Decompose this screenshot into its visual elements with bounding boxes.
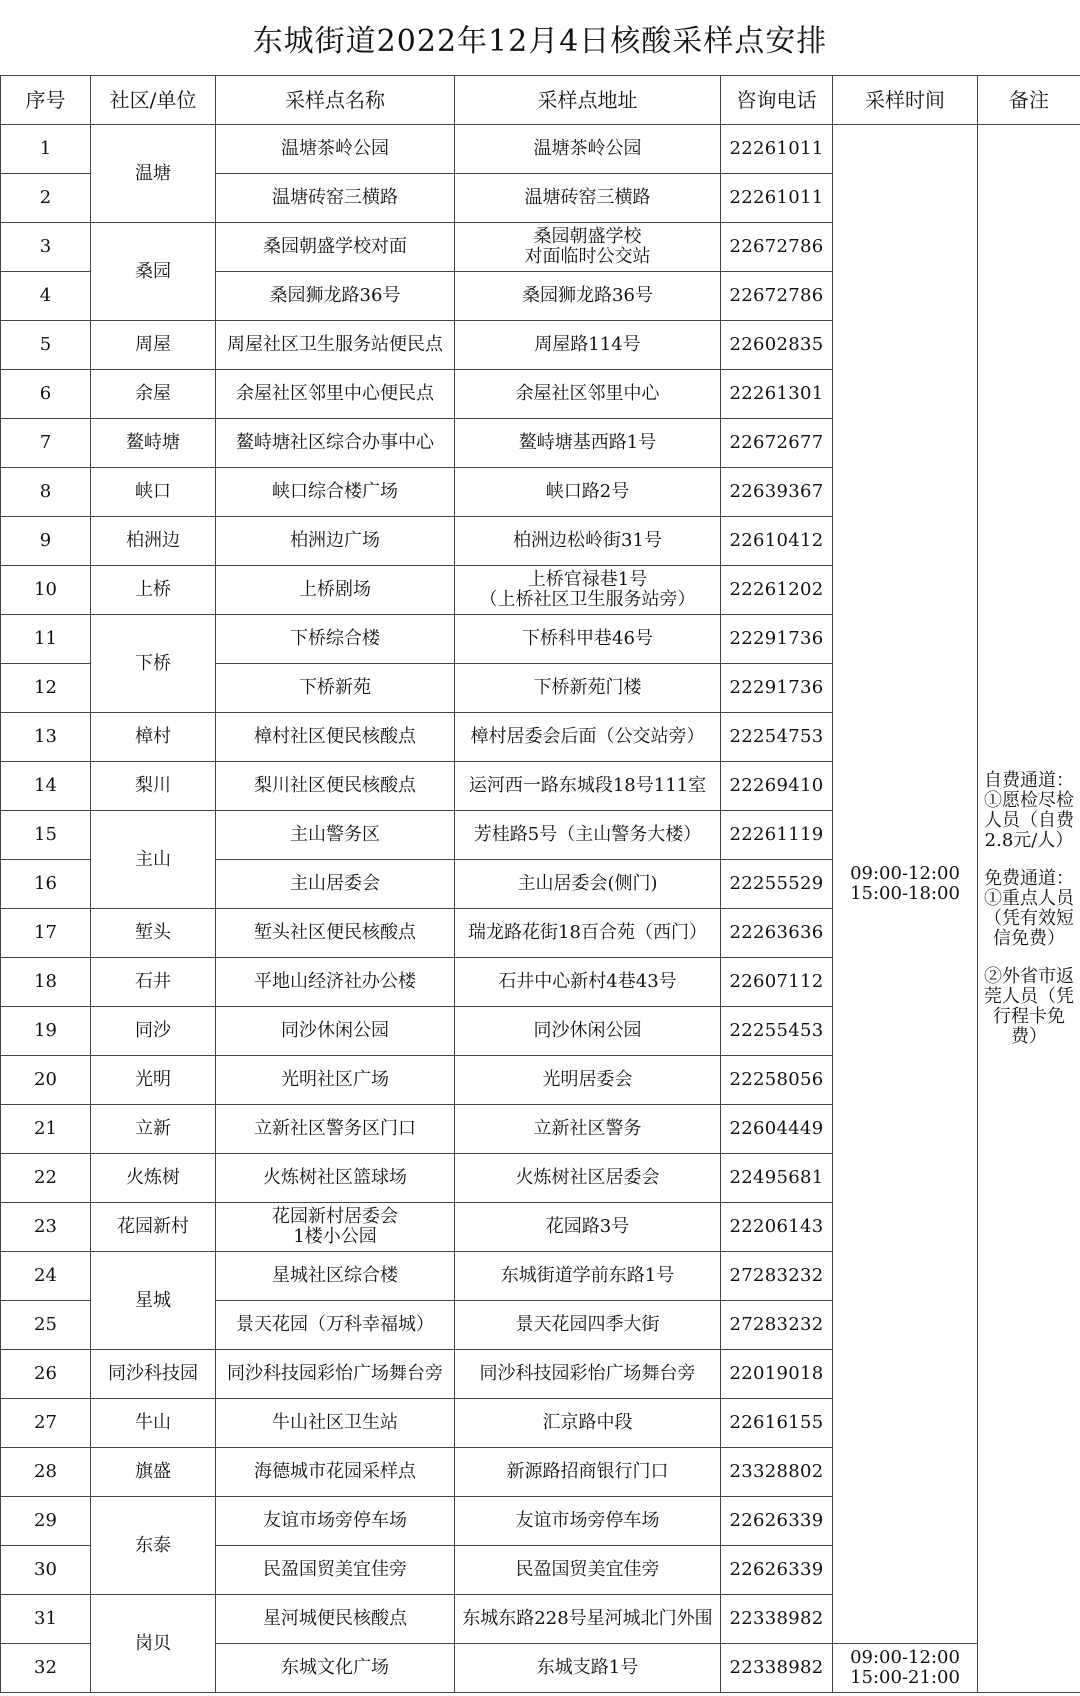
address-line: 樟村居委会后面（公交站旁）: [470, 726, 705, 747]
time-line: 09:00-12:00: [850, 863, 960, 884]
row-phone: 22206143: [721, 1203, 833, 1252]
row-site-name: [216, 419, 455, 468]
row-site-name: [216, 468, 455, 517]
row-phone: 22291736: [721, 664, 833, 713]
row-phone: 22495681: [721, 1154, 833, 1203]
address-line: 下桥新苑门楼: [533, 677, 642, 698]
row-seq: 12: [1, 664, 91, 713]
row-community: 樟村: [91, 713, 216, 762]
site-name-line: 柏洲边广场: [290, 530, 380, 551]
row-site-address: [455, 664, 721, 713]
row-community: 峡口: [91, 468, 216, 517]
row-site-address: [455, 1644, 721, 1693]
row-phone: 22261301: [721, 370, 833, 419]
row-site-address: [455, 762, 721, 811]
site-name-line: 平地山经济社办公楼: [254, 971, 416, 992]
row-site-name: [216, 370, 455, 419]
row-site-name: [216, 174, 455, 223]
row-community: 花园新村: [91, 1203, 216, 1252]
row-seq: 25: [1, 1301, 91, 1350]
row-phone: 22604449: [721, 1105, 833, 1154]
row-site-address: [455, 1105, 721, 1154]
row-community: 东泰: [91, 1497, 216, 1595]
note-line: （凭有效短: [984, 907, 1074, 929]
row-site-address: [455, 1007, 721, 1056]
site-name-line: 上桥剧场: [299, 579, 371, 600]
row-phone: 22261011: [721, 125, 833, 174]
row-phone: 22258056: [721, 1056, 833, 1105]
row-site-address: [455, 1301, 721, 1350]
address-line: 对面临时公交站: [524, 246, 651, 267]
row-seq: 6: [1, 370, 91, 419]
row-community: 温塘: [91, 125, 216, 223]
address-line: 下桥科甲巷46号: [522, 628, 653, 649]
address-line: 周屋路114号: [534, 334, 641, 355]
row-site-address: [455, 909, 721, 958]
header-notes: 备注: [978, 76, 1080, 125]
row-seq: 4: [1, 272, 91, 321]
row-site-address: [455, 321, 721, 370]
row-site-address: [455, 1154, 721, 1203]
row-site-name: [216, 517, 455, 566]
row-sampling-time: [833, 1644, 978, 1693]
address-line: （上桥社区卫生服务站旁）: [479, 589, 696, 610]
row-site-name: [216, 1203, 455, 1252]
site-name-line: 下桥综合楼: [290, 628, 380, 649]
row-seq: 28: [1, 1448, 91, 1497]
address-line: 温塘砖窑三横路: [524, 187, 651, 208]
site-name-line: 峡口综合楼广场: [272, 481, 398, 502]
address-line: 运河西一路东城段18号111室: [468, 775, 707, 796]
row-site-address: [455, 615, 721, 664]
site-name-line: 温塘茶岭公园: [281, 138, 389, 159]
header-seq: 序号: [1, 76, 91, 125]
row-site-address: [455, 1448, 721, 1497]
row-site-address: [455, 468, 721, 517]
row-phone: 22255529: [721, 860, 833, 909]
site-name-line: 主山居委会: [290, 873, 380, 894]
header-site-name: 采样点名称: [216, 76, 455, 125]
header-row: [1, 76, 1080, 125]
site-name-line: 周屋社区卫生服务站便民点: [227, 334, 443, 355]
row-seq: 14: [1, 762, 91, 811]
row-community: 主山: [91, 811, 216, 909]
row-community: 梨川: [91, 762, 216, 811]
address-line: 上桥官禄巷1号: [527, 569, 648, 590]
site-name-line: 民盈国贸美宜佳旁: [263, 1559, 407, 1580]
row-site-address: [455, 1546, 721, 1595]
row-phone: 22602835: [721, 321, 833, 370]
note-line: ①重点人员: [984, 887, 1074, 909]
row-community: 鳌峙塘: [91, 419, 216, 468]
row-phone: 23328802: [721, 1448, 833, 1497]
row-seq: 13: [1, 713, 91, 762]
row-phone: 22255453: [721, 1007, 833, 1056]
row-seq: 1: [1, 125, 91, 174]
site-name-line: 星城社区综合楼: [272, 1265, 398, 1286]
row-community: 桑园: [91, 223, 216, 321]
row-site-name: [216, 1105, 455, 1154]
address-line: 桑园狮龙路36号: [522, 285, 653, 306]
row-seq: 11: [1, 615, 91, 664]
row-community: 同沙: [91, 1007, 216, 1056]
row-site-address: [455, 1350, 721, 1399]
site-name-line: 桑园朝盛学校对面: [263, 236, 407, 257]
row-seq: 27: [1, 1399, 91, 1448]
row-community: 余屋: [91, 370, 216, 419]
row-phone: 22269410: [721, 762, 833, 811]
row-seq: 16: [1, 860, 91, 909]
site-name-line: 同沙休闲公园: [281, 1020, 389, 1041]
site-name-line: 立新社区警务区门口: [254, 1118, 416, 1139]
row-seq: 31: [1, 1595, 91, 1644]
note-line: ①愿检尽检: [984, 789, 1074, 811]
row-community: 光明: [91, 1056, 216, 1105]
note-line: 费）: [1011, 1025, 1047, 1047]
row-seq: 21: [1, 1105, 91, 1154]
row-phone: 22261011: [721, 174, 833, 223]
row-phone: 22626339: [721, 1497, 833, 1546]
row-site-name: [216, 811, 455, 860]
row-site-name: [216, 272, 455, 321]
site-name-line: 梨川社区便民核酸点: [254, 775, 416, 796]
row-seq: 22: [1, 1154, 91, 1203]
row-phone: 22616155: [721, 1399, 833, 1448]
site-name-line: 余屋社区邻里中心便民点: [236, 383, 434, 404]
row-seq: 26: [1, 1350, 91, 1399]
row-site-name: [216, 1595, 455, 1644]
row-phone: 22672677: [721, 419, 833, 468]
note-line: 行程卡免: [993, 1005, 1065, 1027]
address-line: 汇京路中段: [542, 1412, 633, 1433]
address-line: 东城街道学前东路1号: [500, 1265, 675, 1286]
site-name-line: 下桥新苑: [299, 677, 371, 698]
row-site-name: [216, 1644, 455, 1693]
row-site-address: [455, 1056, 721, 1105]
address-line: 火炼树社区居委会: [515, 1167, 660, 1188]
row-sampling-time: [833, 125, 978, 1644]
header-time: 采样时间: [833, 76, 978, 125]
row-site-address: [455, 811, 721, 860]
note-free: [978, 869, 1080, 949]
row-site-name: [216, 1546, 455, 1595]
note-line: 2.8元/人）: [984, 829, 1074, 851]
row-phone: 22254753: [721, 713, 833, 762]
address-line: 峡口路2号: [545, 481, 630, 502]
row-community: 柏洲边: [91, 517, 216, 566]
row-community: 牛山: [91, 1399, 216, 1448]
row-community: 岗贝: [91, 1595, 216, 1693]
row-seq: 15: [1, 811, 91, 860]
address-line: 新源路招商银行门口: [506, 1461, 669, 1482]
site-name-line: 火炼树社区篮球场: [263, 1167, 407, 1188]
row-seq: 24: [1, 1252, 91, 1301]
row-phone: 22019018: [721, 1350, 833, 1399]
row-site-address: [455, 713, 721, 762]
row-seq: 2: [1, 174, 91, 223]
table-header: [1, 76, 1080, 125]
row-phone: 27283232: [721, 1301, 833, 1350]
note-line: 莞人员（凭: [984, 985, 1074, 1007]
sampling-sites-table: [0, 75, 1080, 1693]
row-site-name: [216, 1497, 455, 1546]
row-site-name: [216, 1252, 455, 1301]
address-line: 同沙科技园彩怡广场舞台旁: [479, 1363, 696, 1384]
row-site-address: [455, 1203, 721, 1252]
row-seq: 20: [1, 1056, 91, 1105]
row-phone: 22338982: [721, 1595, 833, 1644]
row-site-name: [216, 958, 455, 1007]
address-line: 余屋社区邻里中心: [515, 383, 660, 404]
row-seq: 10: [1, 566, 91, 615]
address-line: 柏洲边松岭街31号: [513, 530, 662, 551]
row-site-name: [216, 125, 455, 174]
row-community: 下桥: [91, 615, 216, 713]
site-name-line: 牛山社区卫生站: [272, 1412, 398, 1433]
header-community: 社区/单位: [91, 76, 216, 125]
site-name-line: 光明社区广场: [281, 1069, 389, 1090]
row-phone: 22291736: [721, 615, 833, 664]
row-site-name: [216, 223, 455, 272]
note-spacer: [978, 851, 1080, 869]
site-name-line: 同沙科技园彩怡广场舞台旁: [227, 1363, 443, 1384]
row-phone: 22610412: [721, 517, 833, 566]
row-site-name: [216, 1301, 455, 1350]
row-community: 立新: [91, 1105, 216, 1154]
note-line: ②外省市返: [984, 965, 1074, 987]
site-name-line: 海德城市花园采样点: [254, 1461, 416, 1482]
row-site-address: [455, 370, 721, 419]
address-line: 东城支路1号: [536, 1657, 639, 1678]
header-site-address: 采样点地址: [455, 76, 721, 125]
address-line: 同沙休闲公园: [533, 1020, 642, 1041]
row-seq: 9: [1, 517, 91, 566]
row-site-name: [216, 909, 455, 958]
row-site-name: [216, 664, 455, 713]
note-free-returnees: [978, 967, 1080, 1047]
row-site-address: [455, 223, 721, 272]
address-line: 立新社区警务: [533, 1118, 642, 1139]
note-line: 自费通道：: [984, 769, 1074, 791]
row-seq: 17: [1, 909, 91, 958]
note-line: 人员（自费: [984, 809, 1074, 831]
site-name-line: 1楼小公园: [293, 1226, 377, 1247]
row-phone: 22626339: [721, 1546, 833, 1595]
row-site-address: [455, 1399, 721, 1448]
row-site-address: [455, 566, 721, 615]
row-seq: 3: [1, 223, 91, 272]
row-seq: 5: [1, 321, 91, 370]
row-site-name: [216, 860, 455, 909]
table-body: [1, 125, 1080, 1693]
row-phone: 22639367: [721, 468, 833, 517]
header-phone: 咨询电话: [721, 76, 833, 125]
row-site-address: [455, 860, 721, 909]
row-site-address: [455, 419, 721, 468]
row-site-address: [455, 1252, 721, 1301]
page-title: 东城街道2022年12月4日核酸采样点安排: [252, 23, 828, 59]
row-phone: 22261119: [721, 811, 833, 860]
address-line: 民盈国贸美宜佳旁: [515, 1559, 660, 1580]
address-line: 温塘茶岭公园: [533, 138, 642, 159]
address-line: 瑞龙路花街18百合苑（西门）: [468, 922, 707, 943]
row-site-name: [216, 1007, 455, 1056]
row-site-address: [455, 517, 721, 566]
row-site-name: [216, 321, 455, 370]
row-site-name: [216, 1154, 455, 1203]
row-phone: 22672786: [721, 272, 833, 321]
row-phone: 22672786: [721, 223, 833, 272]
row-site-name: [216, 713, 455, 762]
note-self-pay: [978, 771, 1080, 851]
row-seq: 30: [1, 1546, 91, 1595]
site-name-line: 温塘砖窑三横路: [272, 187, 398, 208]
row-site-name: [216, 762, 455, 811]
row-site-address: [455, 1497, 721, 1546]
row-community: 石井: [91, 958, 216, 1007]
row-community: 堑头: [91, 909, 216, 958]
row-phone: 22607112: [721, 958, 833, 1007]
address-line: 友谊市场旁停车场: [515, 1510, 660, 1531]
row-seq: 7: [1, 419, 91, 468]
table-row: [1, 125, 1080, 174]
row-phone: 22338982: [721, 1644, 833, 1693]
row-site-address: [455, 1595, 721, 1644]
row-site-name: [216, 1399, 455, 1448]
site-name-line: 景天花园（万科幸福城）: [236, 1314, 434, 1335]
row-community: 火炼树: [91, 1154, 216, 1203]
site-name-line: 星河城便民核酸点: [263, 1608, 407, 1629]
row-site-name: [216, 566, 455, 615]
address-line: 景天花园四季大街: [515, 1314, 660, 1335]
row-community: 星城: [91, 1252, 216, 1350]
row-community: 周屋: [91, 321, 216, 370]
row-seq: 18: [1, 958, 91, 1007]
site-name-line: 鳌峙塘社区综合办事中心: [236, 432, 434, 453]
address-line: 鳌峙塘基西路1号: [518, 432, 657, 453]
site-name-line: 樟村社区便民核酸点: [254, 726, 416, 747]
row-site-address: [455, 958, 721, 1007]
site-name-line: 花园新村居委会: [272, 1206, 398, 1227]
row-site-address: [455, 174, 721, 223]
address-line: 桑园朝盛学校: [533, 226, 642, 247]
row-seq: 23: [1, 1203, 91, 1252]
address-line: 芳桂路5号（主山警务大楼）: [473, 824, 702, 845]
row-phone: 22261202: [721, 566, 833, 615]
note-spacer: [978, 949, 1080, 967]
row-site-address: [455, 125, 721, 174]
address-line: 东城东路228号星河城北门外围: [462, 1608, 713, 1629]
address-line: 石井中心新村4巷43号: [498, 971, 677, 992]
address-line: 光明居委会: [542, 1069, 633, 1090]
site-name-line: 堑头社区便民核酸点: [254, 922, 416, 943]
row-site-name: [216, 1350, 455, 1399]
row-site-name: [216, 1448, 455, 1497]
row-community: 上桥: [91, 566, 216, 615]
row-site-name: [216, 1056, 455, 1105]
row-site-address: [455, 272, 721, 321]
address-line: 花园路3号: [545, 1216, 630, 1237]
site-name-line: 友谊市场旁停车场: [263, 1510, 407, 1531]
site-name-line: 主山警务区: [290, 824, 380, 845]
row-seq: 32: [1, 1644, 91, 1693]
row-phone: 27283232: [721, 1252, 833, 1301]
row-seq: 19: [1, 1007, 91, 1056]
row-seq: 8: [1, 468, 91, 517]
row-site-name: [216, 615, 455, 664]
time-line: 15:00-18:00: [850, 883, 960, 904]
time-line: 09:00-12:00: [850, 1647, 960, 1668]
site-name-line: 东城文化广场: [281, 1657, 389, 1678]
site-name-line: 桑园狮龙路36号: [269, 285, 401, 306]
row-community: 同沙科技园: [91, 1350, 216, 1399]
row-notes: [978, 125, 1080, 1693]
row-seq: 29: [1, 1497, 91, 1546]
row-community: 旗盛: [91, 1448, 216, 1497]
time-line: 15:00-21:00: [850, 1667, 960, 1688]
address-line: 主山居委会(侧门): [517, 873, 658, 894]
note-line: 信免费）: [993, 927, 1065, 949]
row-phone: 22263636: [721, 909, 833, 958]
note-line: 免费通道：: [984, 867, 1074, 889]
